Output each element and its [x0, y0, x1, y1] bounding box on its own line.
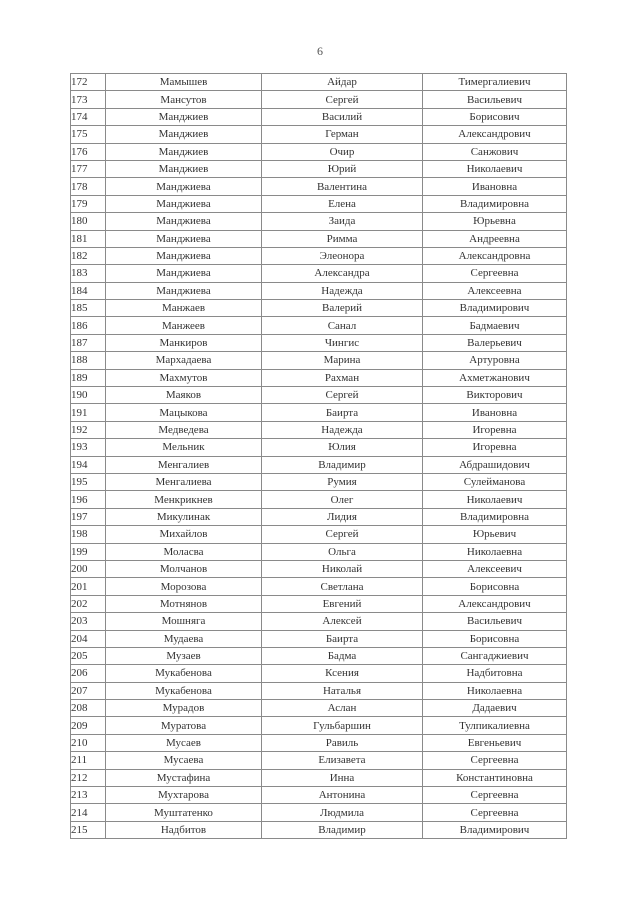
row-number: 207 — [71, 682, 106, 699]
surname-cell: Манджиева — [106, 213, 262, 230]
table-row — [71, 804, 567, 821]
surname-cell: Музаев — [106, 647, 262, 664]
table-row — [71, 369, 567, 386]
first-name-cell: Римма — [262, 230, 423, 247]
patronymic-cell: Андреевна — [423, 230, 567, 247]
patronymic-cell: Юрьевна — [423, 213, 567, 230]
first-name-cell: Ксения — [262, 665, 423, 682]
surname-cell: Манджиева — [106, 265, 262, 282]
table-row — [71, 404, 567, 421]
first-name-cell: Сергей — [262, 526, 423, 543]
first-name-cell: Элеонора — [262, 247, 423, 264]
patronymic-cell: Николаевна — [423, 543, 567, 560]
patronymic-cell: Санжович — [423, 143, 567, 160]
surname-cell: Мусаева — [106, 752, 262, 769]
table-row — [71, 630, 567, 647]
table-row — [71, 300, 567, 317]
row-number: 201 — [71, 578, 106, 595]
patronymic-cell: Сангаджиевич — [423, 647, 567, 664]
surname-cell: Михайлов — [106, 526, 262, 543]
row-number: 180 — [71, 213, 106, 230]
first-name-cell: Айдар — [262, 74, 423, 91]
surname-cell: Менгалиева — [106, 473, 262, 490]
patronymic-cell: Игоревна — [423, 421, 567, 438]
table-row — [71, 647, 567, 664]
row-number: 179 — [71, 195, 106, 212]
table-row — [71, 682, 567, 699]
first-name-cell: Сергей — [262, 91, 423, 108]
table-row — [71, 247, 567, 264]
patronymic-cell: Сергеевна — [423, 787, 567, 804]
patronymic-cell: Тимергалиевич — [423, 74, 567, 91]
row-number: 210 — [71, 734, 106, 751]
table-row — [71, 265, 567, 282]
patronymic-cell: Николаевич — [423, 160, 567, 177]
row-number: 188 — [71, 352, 106, 369]
first-name-cell: Наталья — [262, 682, 423, 699]
surname-cell: Манджиева — [106, 282, 262, 299]
first-name-cell: Юлия — [262, 439, 423, 456]
patronymic-cell: Васильевич — [423, 91, 567, 108]
surname-cell: Менкрикнев — [106, 491, 262, 508]
patronymic-cell: Николаевич — [423, 491, 567, 508]
first-name-cell: Сергей — [262, 387, 423, 404]
surname-cell: Микулинак — [106, 508, 262, 525]
surname-cell: Мухтарова — [106, 787, 262, 804]
patronymic-cell: Борисовна — [423, 630, 567, 647]
patronymic-cell: Ивановна — [423, 404, 567, 421]
row-number: 173 — [71, 91, 106, 108]
row-number: 183 — [71, 265, 106, 282]
row-number: 209 — [71, 717, 106, 734]
first-name-cell: Баирта — [262, 404, 423, 421]
row-number: 208 — [71, 700, 106, 717]
surname-cell: Мукабенова — [106, 682, 262, 699]
first-name-cell: Аслан — [262, 700, 423, 717]
patronymic-cell: Борисович — [423, 108, 567, 125]
table-row — [71, 108, 567, 125]
surname-cell: Манджиев — [106, 143, 262, 160]
table-row — [71, 717, 567, 734]
patronymic-cell: Бадмаевич — [423, 317, 567, 334]
patronymic-cell: Васильевич — [423, 613, 567, 630]
row-number: 181 — [71, 230, 106, 247]
table-row — [71, 752, 567, 769]
first-name-cell: Владимир — [262, 821, 423, 838]
row-number: 205 — [71, 647, 106, 664]
first-name-cell: Марина — [262, 352, 423, 369]
surname-cell: Морозова — [106, 578, 262, 595]
row-number: 197 — [71, 508, 106, 525]
first-name-cell: Владимир — [262, 456, 423, 473]
first-name-cell: Светлана — [262, 578, 423, 595]
patronymic-cell: Евгеньевич — [423, 734, 567, 751]
table-row — [71, 769, 567, 786]
surname-cell: Манджиев — [106, 126, 262, 143]
patronymic-cell: Викторович — [423, 387, 567, 404]
surname-cell: Муратова — [106, 717, 262, 734]
surname-cell: Манжаев — [106, 300, 262, 317]
patronymic-cell: Ивановна — [423, 178, 567, 195]
table-row — [71, 578, 567, 595]
table-row — [71, 282, 567, 299]
row-number: 211 — [71, 752, 106, 769]
surname-cell: Манджиев — [106, 108, 262, 125]
first-name-cell: Елизавета — [262, 752, 423, 769]
table-row — [71, 821, 567, 838]
row-number: 190 — [71, 387, 106, 404]
surname-cell: Мусаев — [106, 734, 262, 751]
surname-cell: Моласва — [106, 543, 262, 560]
table-row — [71, 473, 567, 490]
table-row — [71, 613, 567, 630]
patronymic-cell: Сергеевна — [423, 752, 567, 769]
first-name-cell: Рахман — [262, 369, 423, 386]
first-name-cell: Ольга — [262, 543, 423, 560]
row-number: 206 — [71, 665, 106, 682]
surname-cell: Мацыкова — [106, 404, 262, 421]
table-row — [71, 160, 567, 177]
first-name-cell: Заида — [262, 213, 423, 230]
patronymic-cell: Надбитовна — [423, 665, 567, 682]
row-number: 182 — [71, 247, 106, 264]
table-row — [71, 595, 567, 612]
row-number: 178 — [71, 178, 106, 195]
patronymic-cell: Алексеевна — [423, 282, 567, 299]
row-number: 213 — [71, 787, 106, 804]
roster-table-body — [71, 74, 567, 839]
row-number: 185 — [71, 300, 106, 317]
surname-cell: Медведева — [106, 421, 262, 438]
surname-cell: Маяков — [106, 387, 262, 404]
surname-cell: Молчанов — [106, 560, 262, 577]
table-row — [71, 352, 567, 369]
patronymic-cell: Сергеевна — [423, 265, 567, 282]
first-name-cell: Лидия — [262, 508, 423, 525]
row-number: 199 — [71, 543, 106, 560]
surname-cell: Манжеев — [106, 317, 262, 334]
table-row — [71, 334, 567, 351]
surname-cell: Мамышев — [106, 74, 262, 91]
patronymic-cell: Владимирович — [423, 821, 567, 838]
patronymic-cell: Дадаевич — [423, 700, 567, 717]
table-row — [71, 787, 567, 804]
table-row — [71, 526, 567, 543]
first-name-cell: Антонина — [262, 787, 423, 804]
patronymic-cell: Константиновна — [423, 769, 567, 786]
table-row — [71, 491, 567, 508]
row-number: 195 — [71, 473, 106, 490]
first-name-cell: Гульбаршин — [262, 717, 423, 734]
patronymic-cell: Николаевна — [423, 682, 567, 699]
row-number: 196 — [71, 491, 106, 508]
row-number: 198 — [71, 526, 106, 543]
first-name-cell: Юрий — [262, 160, 423, 177]
table-row — [71, 543, 567, 560]
row-number: 187 — [71, 334, 106, 351]
patronymic-cell: Валерьевич — [423, 334, 567, 351]
patronymic-cell: Артуровна — [423, 352, 567, 369]
table-row — [71, 439, 567, 456]
surname-cell: Манкиров — [106, 334, 262, 351]
patronymic-cell: Сулейманова — [423, 473, 567, 490]
surname-cell: Менгалиев — [106, 456, 262, 473]
table-row — [71, 508, 567, 525]
patronymic-cell: Абдрашидович — [423, 456, 567, 473]
first-name-cell: Баирта — [262, 630, 423, 647]
surname-cell: Мудаева — [106, 630, 262, 647]
patronymic-cell: Владимирович — [423, 300, 567, 317]
first-name-cell: Олег — [262, 491, 423, 508]
patronymic-cell: Сергеевна — [423, 804, 567, 821]
patronymic-cell: Александрович — [423, 126, 567, 143]
surname-cell: Манджиева — [106, 230, 262, 247]
surname-cell: Муштатенко — [106, 804, 262, 821]
first-name-cell: Герман — [262, 126, 423, 143]
first-name-cell: Равиль — [262, 734, 423, 751]
first-name-cell: Валерий — [262, 300, 423, 317]
table-row — [71, 230, 567, 247]
first-name-cell: Евгений — [262, 595, 423, 612]
surname-cell: Мурадов — [106, 700, 262, 717]
surname-cell: Мотнянов — [106, 595, 262, 612]
surname-cell: Мукабенова — [106, 665, 262, 682]
patronymic-cell: Владимировна — [423, 195, 567, 212]
table-row — [71, 195, 567, 212]
surname-cell: Махмутов — [106, 369, 262, 386]
row-number: 212 — [71, 769, 106, 786]
table-row — [71, 74, 567, 91]
patronymic-cell: Владимировна — [423, 508, 567, 525]
row-number: 193 — [71, 439, 106, 456]
first-name-cell: Елена — [262, 195, 423, 212]
row-number: 214 — [71, 804, 106, 821]
table-row — [71, 91, 567, 108]
surname-cell: Мансутов — [106, 91, 262, 108]
first-name-cell: Людмила — [262, 804, 423, 821]
surname-cell: Манджиева — [106, 247, 262, 264]
patronymic-cell: Александровна — [423, 247, 567, 264]
first-name-cell: Инна — [262, 769, 423, 786]
first-name-cell: Надежда — [262, 421, 423, 438]
patronymic-cell: Игоревна — [423, 439, 567, 456]
table-row — [71, 456, 567, 473]
row-number: 192 — [71, 421, 106, 438]
patronymic-cell: Александрович — [423, 595, 567, 612]
surname-cell: Мельник — [106, 439, 262, 456]
table-row — [71, 178, 567, 195]
row-number: 191 — [71, 404, 106, 421]
table-row — [71, 213, 567, 230]
first-name-cell: Надежда — [262, 282, 423, 299]
page-number: 6 — [317, 44, 323, 58]
row-number: 184 — [71, 282, 106, 299]
row-number: 174 — [71, 108, 106, 125]
table-row — [71, 734, 567, 751]
patronymic-cell: Алексеевич — [423, 560, 567, 577]
row-number: 172 — [71, 74, 106, 91]
table-row — [71, 421, 567, 438]
first-name-cell: Александра — [262, 265, 423, 282]
patronymic-cell: Юрьевич — [423, 526, 567, 543]
row-number: 194 — [71, 456, 106, 473]
table-row — [71, 665, 567, 682]
row-number: 176 — [71, 143, 106, 160]
row-number: 202 — [71, 595, 106, 612]
row-number: 177 — [71, 160, 106, 177]
first-name-cell: Николай — [262, 560, 423, 577]
patronymic-cell: Тулпикалиевна — [423, 717, 567, 734]
row-number: 204 — [71, 630, 106, 647]
table-row — [71, 700, 567, 717]
row-number: 200 — [71, 560, 106, 577]
table-row — [71, 317, 567, 334]
patronymic-cell: Ахметжанович — [423, 369, 567, 386]
surname-cell: Манджиева — [106, 195, 262, 212]
first-name-cell: Чингис — [262, 334, 423, 351]
first-name-cell: Бадма — [262, 647, 423, 664]
surname-cell: Надбитов — [106, 821, 262, 838]
row-number: 203 — [71, 613, 106, 630]
first-name-cell: Очир — [262, 143, 423, 160]
first-name-cell: Румия — [262, 473, 423, 490]
row-number: 189 — [71, 369, 106, 386]
surname-cell: Мустафина — [106, 769, 262, 786]
first-name-cell: Алексей — [262, 613, 423, 630]
table-row — [71, 387, 567, 404]
first-name-cell: Санал — [262, 317, 423, 334]
roster-table — [70, 73, 567, 839]
table-row — [71, 143, 567, 160]
surname-cell: Мархадаева — [106, 352, 262, 369]
surname-cell: Манджиев — [106, 160, 262, 177]
surname-cell: Манджиева — [106, 178, 262, 195]
surname-cell: Мошняга — [106, 613, 262, 630]
row-number: 215 — [71, 821, 106, 838]
table-row — [71, 126, 567, 143]
first-name-cell: Валентина — [262, 178, 423, 195]
row-number: 186 — [71, 317, 106, 334]
table-row — [71, 560, 567, 577]
first-name-cell: Василий — [262, 108, 423, 125]
row-number: 175 — [71, 126, 106, 143]
patronymic-cell: Борисовна — [423, 578, 567, 595]
